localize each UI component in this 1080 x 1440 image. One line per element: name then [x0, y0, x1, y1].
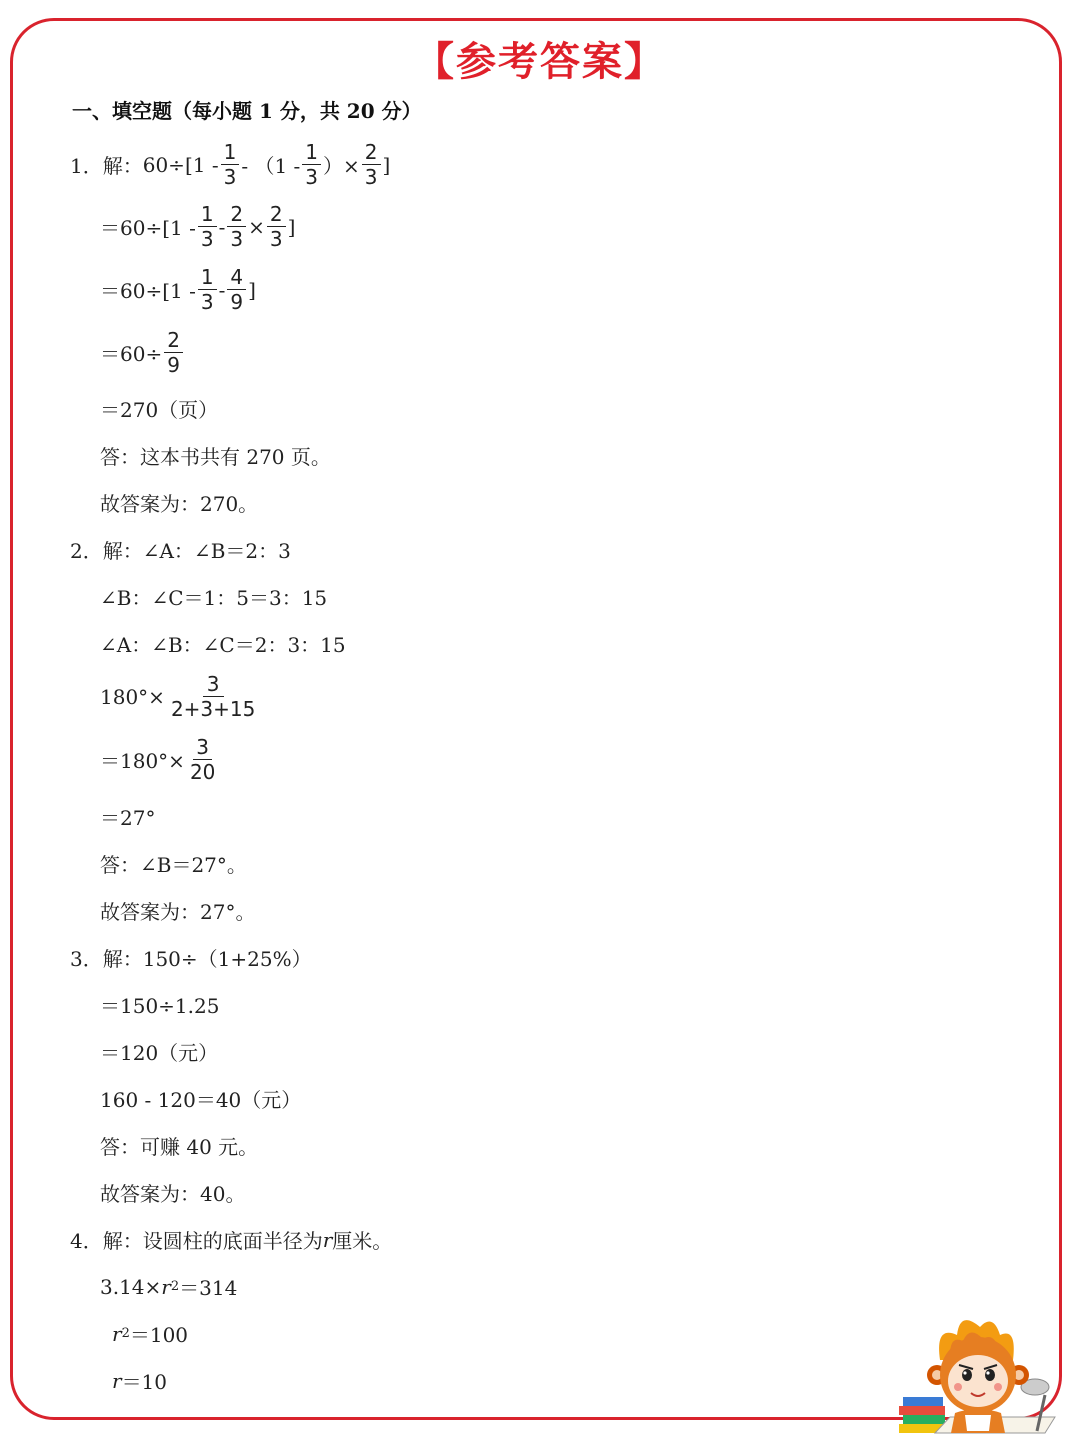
- q1-s3-pre: ＝60÷[1 -: [100, 279, 196, 303]
- q4-l4b: ＝10: [121, 1370, 168, 1394]
- q2-number: 2．: [70, 539, 103, 563]
- q4-exponent: 2: [121, 1326, 130, 1341]
- q1-step-3: [100, 265, 256, 314]
- q1-s3-end: ]: [248, 277, 256, 302]
- q4-l3b: ＝100: [129, 1323, 189, 1347]
- q2-step-6: ＝27°: [100, 806, 156, 830]
- q1-final: 故答案为：270。: [100, 492, 259, 516]
- fraction: $\frac{4}{9}$: [227, 265, 246, 314]
- fraction: $\frac{1}{3}$: [198, 265, 217, 314]
- q1-s1-end: ]: [382, 152, 391, 177]
- q1-step-1: [70, 140, 390, 189]
- q4-step-3: [112, 1319, 188, 1348]
- q4-step-2: [100, 1272, 237, 1301]
- q2-step-4: [100, 672, 261, 721]
- q4-step-4: [112, 1366, 167, 1395]
- fraction: $\frac{3}{20}$: [189, 735, 216, 784]
- q3-number: 3．: [70, 947, 103, 971]
- q4-exponent: 2: [170, 1279, 180, 1294]
- q4-l2a: 3.14×: [100, 1274, 162, 1299]
- q3-step-2: ＝150÷1.25: [100, 994, 220, 1018]
- q2-l1: 解：∠A：∠B＝2：3: [102, 539, 291, 563]
- q2-step-2: ∠B：∠C＝1：5＝3：15: [100, 586, 328, 610]
- q1-s3-mid: -: [218, 277, 226, 302]
- q1-step-5: ＝270（页）: [100, 398, 219, 422]
- q4-number: 4．: [70, 1229, 103, 1253]
- q3-l1: 解：150÷（1+25%）: [102, 947, 312, 971]
- q1-s4-pre: ＝60÷: [100, 342, 163, 366]
- q1-s2-end: ]: [287, 214, 296, 239]
- q1-step-2: [100, 202, 295, 251]
- q1-number: 1．: [70, 154, 103, 178]
- fraction: $\frac{2}{3}$: [362, 140, 381, 189]
- q2-step-5: [100, 735, 220, 784]
- q4-l1a: 解：设圆柱的底面半径为: [102, 1229, 323, 1253]
- q1-s1-pre: 60÷[1 -: [142, 152, 219, 177]
- q2-step-1: [70, 535, 291, 564]
- q1-s2-pre: ＝60÷[1 -: [100, 216, 196, 240]
- section-heading: 一、填空题（每小题 1 分，共 20 分）: [72, 99, 422, 123]
- q4-var-r: r: [322, 1227, 333, 1252]
- monkey-mascot-icon: [895, 1305, 1065, 1440]
- q1-s2-times: ×: [248, 214, 265, 239]
- q2-l5-pre: ＝180°×: [100, 749, 185, 773]
- fraction: $\frac{1}{3}$: [302, 140, 321, 189]
- q3-step-1: [70, 943, 312, 972]
- fraction: $\frac{2}{3}$: [267, 202, 286, 251]
- q4-l2b: ＝314: [179, 1276, 238, 1300]
- q3-final: 故答案为：40。: [100, 1182, 246, 1206]
- q4-l1b: 厘米。: [332, 1229, 393, 1253]
- q4-var-r: r: [112, 1321, 122, 1346]
- q3-step-3: ＝120（元）: [100, 1041, 219, 1065]
- q4-var-r: r: [112, 1368, 122, 1393]
- q1-s2-mid: -: [218, 214, 226, 239]
- q2-answer: 答：∠B＝27°。: [100, 853, 247, 877]
- q4-step-1: [70, 1225, 392, 1254]
- q1-step-4: [100, 328, 185, 377]
- fraction: $\frac{2}{9}$: [164, 328, 183, 377]
- fraction: $\frac{1}{3}$: [198, 202, 217, 251]
- q1-lead: 解：: [102, 154, 143, 178]
- q4-var-r: r: [161, 1274, 171, 1299]
- fraction: $\frac{3}{2+3+15}$: [170, 672, 256, 721]
- q1-answer: 答：这本书共有 270 页。: [100, 445, 331, 469]
- q2-step-3: ∠A：∠B：∠C＝2：3：15: [100, 633, 346, 657]
- fraction: $\frac{2}{3}$: [227, 202, 246, 251]
- page-title: 【参考答案】: [414, 39, 666, 85]
- q1-s1-close: ）×: [323, 154, 360, 178]
- q2-final: 故答案为：27°。: [100, 900, 256, 924]
- q3-answer: 答：可赚 40 元。: [100, 1135, 259, 1159]
- q3-step-4: 160 - 120＝40（元）: [100, 1088, 302, 1112]
- fraction: $\frac{1}{3}$: [221, 140, 240, 189]
- q1-s1-mid: - （1 -: [241, 154, 301, 178]
- q2-l4-pre: 180°×: [100, 684, 165, 709]
